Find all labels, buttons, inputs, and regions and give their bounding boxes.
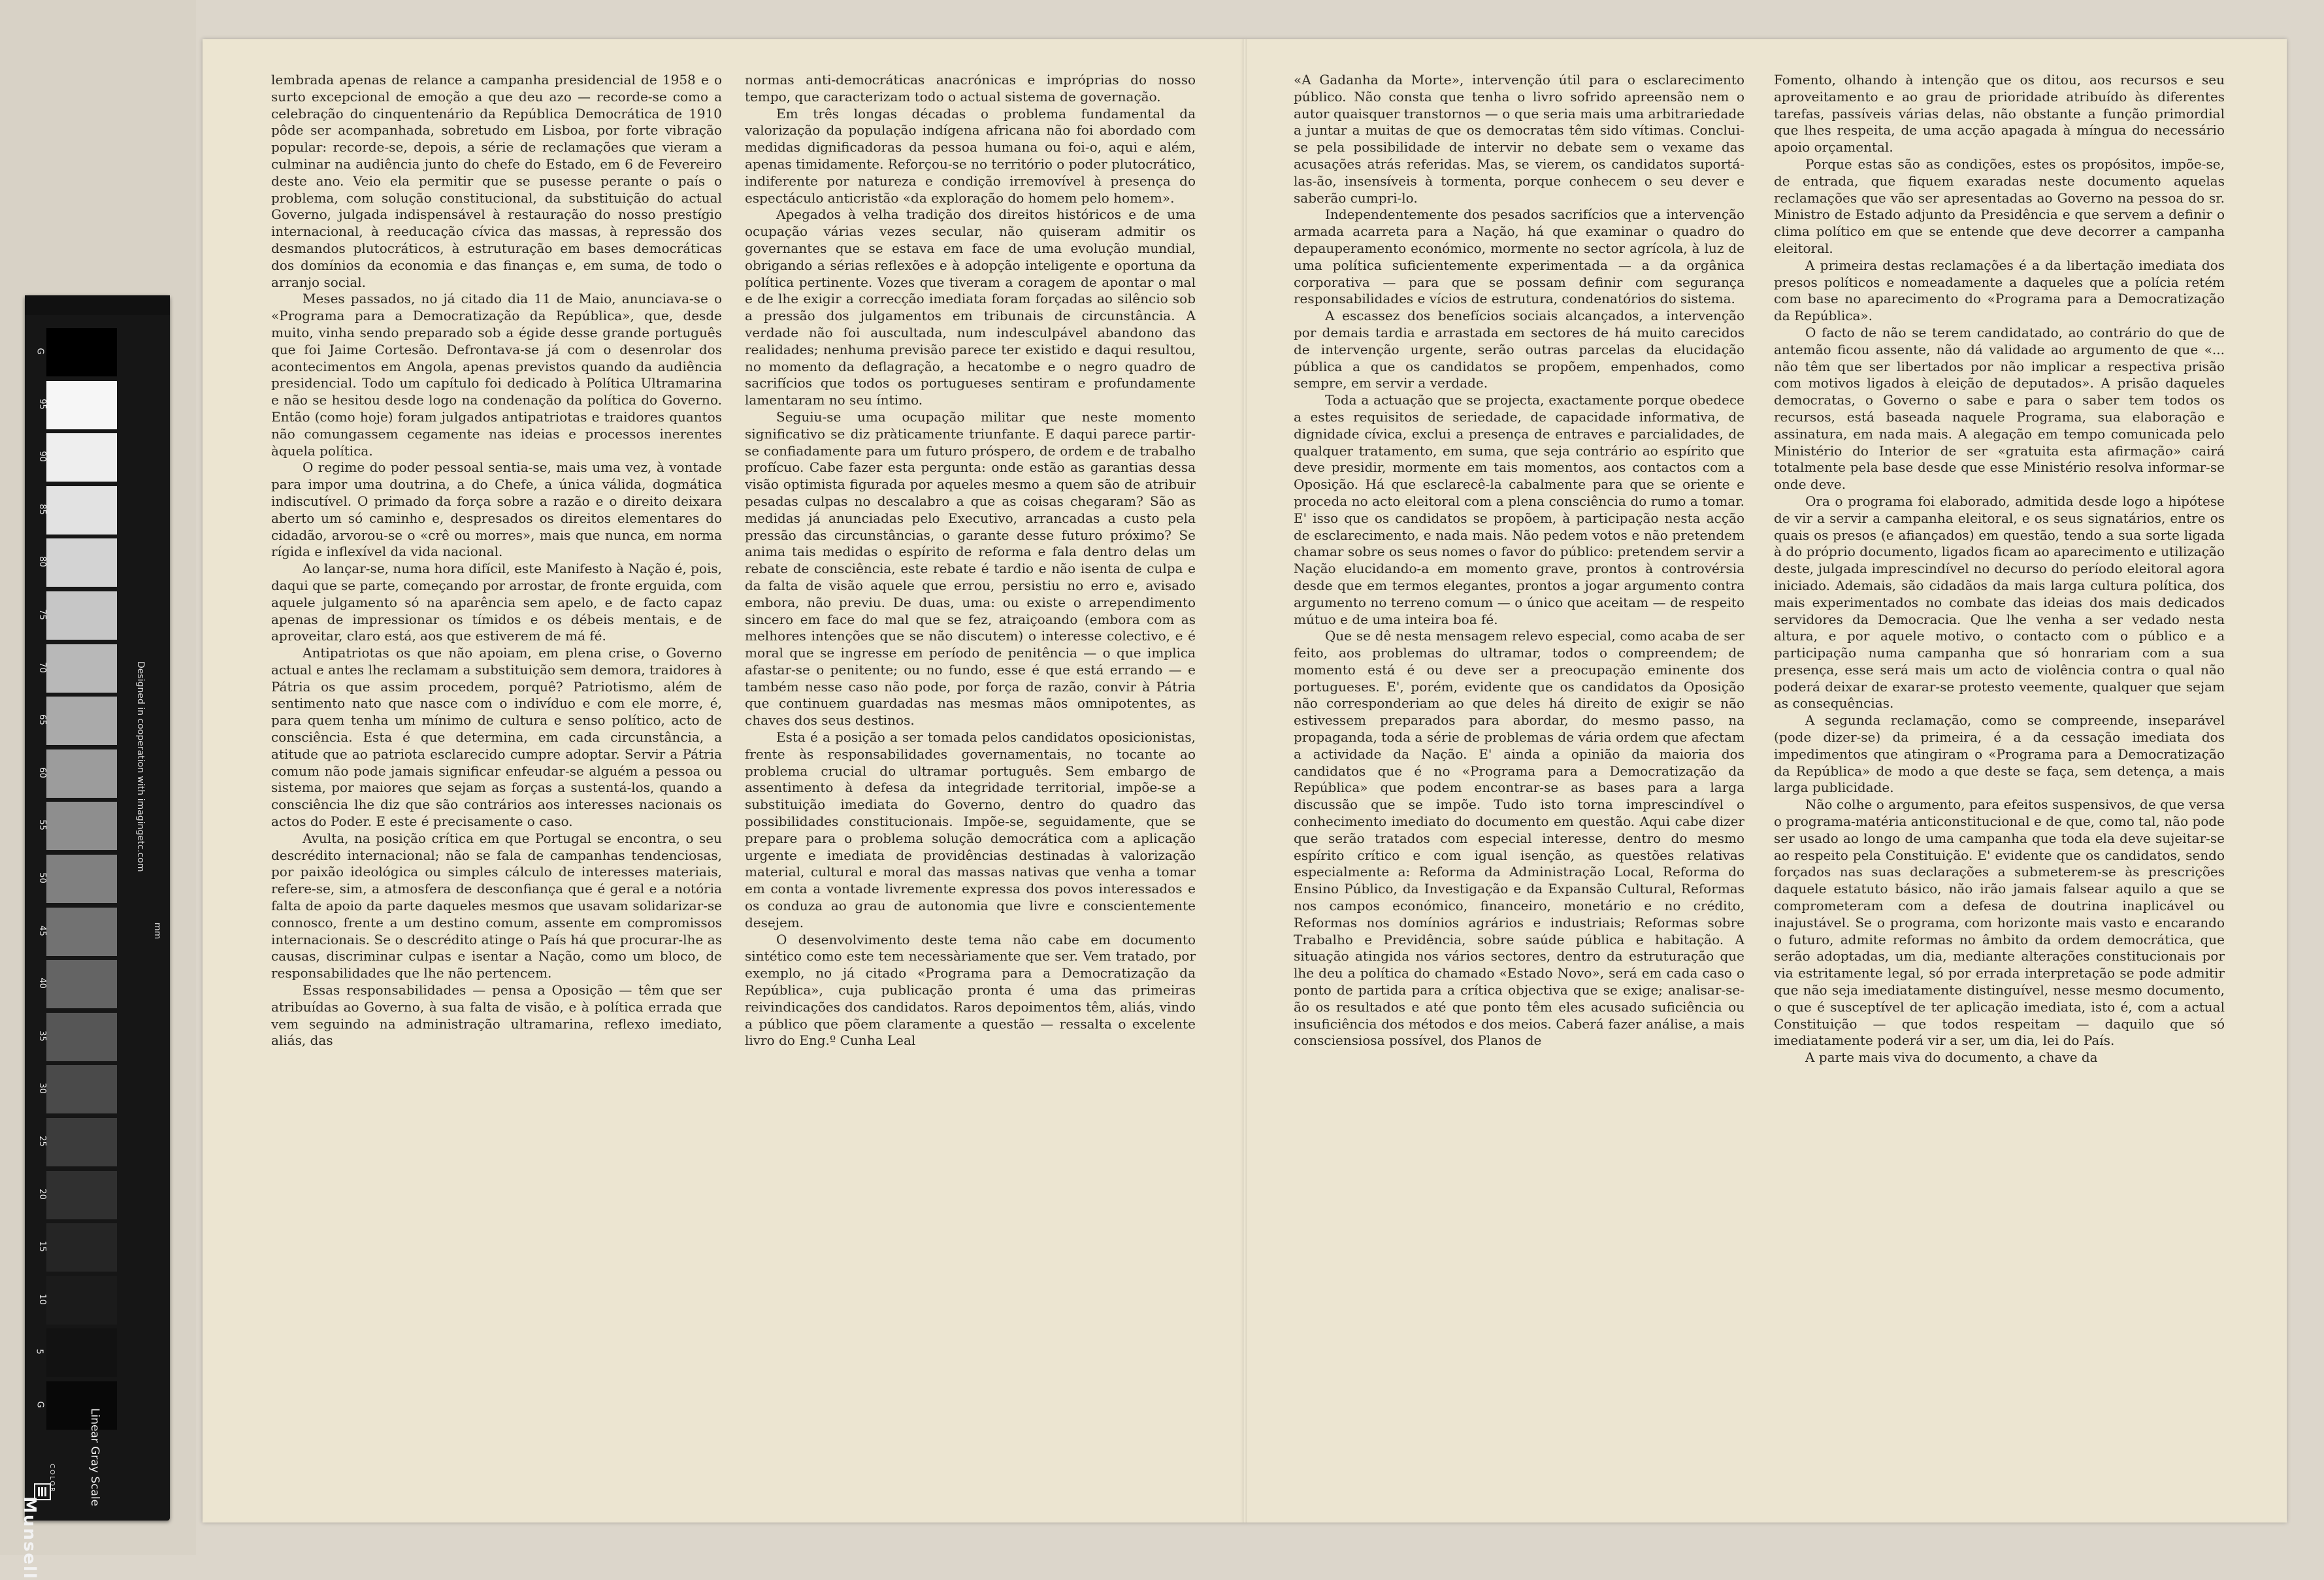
swatch-tick-label: 95	[37, 398, 47, 410]
swatch-tick-label: 20	[37, 1188, 47, 1200]
card-credit: Designed in cooperation with imagingetc.com	[135, 661, 146, 872]
text-column-1	[271, 72, 722, 1431]
paragraph: A primeira destas reclamações é a da libertação imediata dos presos políticos e nomeadamente a daqueles que a polícia retém com base no aparecimento do «Programa para a Democratização da República».	[1774, 257, 2225, 324]
swatch-tick-label: 55	[37, 819, 47, 831]
paragraph: O desenvolvimento deste tema não cabe em documento sintético como este tem necessàriamente que ser. Vem tratado, por exemplo, no já citado «Programa para a Democratização da República», cuja publicação pronta é uma das primeiras reivindicações dos candidatos. Raros depoimentos têm, aliás, vindo a público que põem claramente a questão — ressalta o excelente livro do Eng.º Cunha Leal	[745, 931, 1196, 1049]
paragraph: Meses passados, no já citado dia 11 de Maio, anunciava-se o «Programa para a Democratização da República», que, desde muito, vinha sendo preparado sob a égide desse grande português que foi Jaime Cortesão. Defrontava-se já com o desenrolar dos acontecimentos em Angola, apenas previstos quando da audiência presidencial. Todo um capítulo foi dedicado à Política Ultramarina e não se hesitou desde logo na condenação da política do Governo. Então (como hoje) foram julgados antipatriotas e traidores quantos não comungassem cegamente nas ideias e processos inerentes àquela política.	[271, 291, 722, 459]
gray-swatch	[46, 960, 117, 1008]
paragraph: Avulta, na posição crítica em que Portugal se encontra, o seu descrédito internacional; não se fala de campanhas tendenciosas, por paixão ideológica ou simples cálculo de interesses materiais, refere-se, sim, a atmosfera de desconfiança que é geral e a notória falta de apoio da parte daqueles mesmos que usavam solidarizar-se connosco, frente a um destino comum, assente em compromissos internacionais. Se o descrédito atinge o País há que procurar-lhe as causas, discriminar culpas e isentar a Nação, como um bloco, de responsabilidades que lhe não pertencem.	[271, 830, 722, 981]
gray-swatch	[46, 486, 117, 535]
swatch-tick-label: 60	[37, 767, 47, 778]
swatch-tick-label: 45	[37, 925, 47, 936]
gray-swatch	[46, 591, 117, 640]
paragraph: O facto de não se terem candidatado, ao contrário do que de antemão ficou assente, não dá validade ao argumento de que «... não têm que ser libertados por não implicar a respectiva prisão com motivos ligados à eleição de deputados». A prisão daqueles democratas, o Governo o sabe e para o saber tem todos os recursos, está baseada naquele Programa, sua elaboração e assinatura, em nada mais. A alegação em tempo comunicada pelo Ministério do Interior de ser «gratuita esta afirmação» cairá totalmente pela base desde que esse Ministério resolva informar-se onde deve.	[1774, 324, 2225, 493]
swatch-tick-label: 30	[37, 1083, 47, 1094]
gray-swatch	[46, 1328, 117, 1377]
paragraph: Antipatriotas os que não apoiam, em plena crise, o Governo actual e antes lhe reclamam a substituição sem demora, traidores à Pátria os que assim procedem, porquê? Patriotismo, além de sentimento nato que nasce com o indivíduo e com ele morre, é, para quem tenha um mínimo de cultura e senso político, acto de consciência. Esta é que determina, em cada circunstância, a atitude que ao patriota esclarecido cumpre adoptar. Servir a Pátria comum não pode jamais significar enfeudar-se alguém a pessoa ou sistema, por maiores que sejam as forças a sustentá-los, quando a consciência lhe diz que são contrários aos interesses nacionais os actos do Poder. E este é precisamente o caso.	[271, 645, 722, 830]
gray-swatch	[46, 1118, 117, 1166]
text-column-3	[1294, 72, 1744, 1431]
paragraph: Que se dê nesta mensagem relevo especial, como acaba de ser feito, aos problemas do ultramar, todos o compreendem; de momento está é ou deve ser a preocupação eminente dos portugueses. E', porém, evidente que os candidatos da Oposição não corresponderiam ao que deles há direito de exigir se não estivessem preparados para abordar, do mesmo passo, na propaganda, toda a série de problemas de vária ordem que afectam a actividade da Nação. E' ainda a opinião da maioria dos candidatos que é no «Programa para a Democratização da República» que podem encontrar-se as bases para a larga discussão que se impõe. Tudo isto torna imprescindível o conhecimento imediato do documento em questão. Aqui cabe dizer que serão tratados com especial interesse, dentro do mesmo espírito crítico e com igual isenção, as questões relativas especialmente a: Reforma da Administração Local, Reforma do Ensino Público, da Investigação e da Expansão Cultural, Reformas nos campos económico, financeiro, monetário e no crédito, Reformas nos domínios agrários e industriais; Reformas sobre Trabalho e Previdência, sobre saúde pública e habitação. A situação atingida nos vários sectores, dentro da estruturação que lhe deu a política do chamado «Estado Novo», será em cada caso o ponto de partida para a crítica objectiva que se exige; analisar-se-ão os resultados e até que ponto têm eles acusado suficiência ou insuficiência dos métodos e dos meios. Caberá fazer análise, a mais consciensiosa possível, dos Planos de	[1294, 628, 1744, 1049]
swatch-tick-label: 5	[34, 1349, 44, 1355]
card-edge	[25, 295, 170, 315]
swatch-tick-label: 40	[37, 978, 47, 989]
swatch-tick-label: 25	[37, 1136, 47, 1147]
card-unit: mm	[152, 922, 163, 940]
gray-swatch	[46, 1223, 117, 1272]
gray-swatch	[46, 1065, 117, 1113]
swatch-tick-label: 50	[37, 872, 47, 883]
paragraph: A escassez dos benefícios sociais alcançados, a intervenção por demais tardia e arrastada em sectores de há muito carecidos de intervenção urgente, serão outras parcelas da elucidação pública a que os candidatos se propõem, empenhados, como sempre, em servir a verdade.	[1294, 308, 1744, 391]
brand-sub: COLOR	[48, 1464, 56, 1493]
gray-swatch	[46, 855, 117, 903]
swatch-tick-label: 65	[37, 714, 47, 725]
swatch-tick-label: G	[35, 1401, 45, 1408]
swatch-tick-label: 85	[37, 504, 47, 515]
text-column-4	[1774, 72, 2225, 1431]
paragraph: normas anti-democráticas anacrónicas e impróprias do nosso tempo, que caracterizam todo o actual sistema de governação.	[745, 72, 1196, 105]
swatch-tick-label: 70	[37, 661, 47, 673]
paragraph: Não colhe o argumento, para efeitos suspensivos, de que versa o programa-matéria anticonstitucional e de que, como tal, não pode ser usado ao longo de uma campanha que toda ela deve sujeitar-se ao respeito pela Constituição. E' evidente que os candidatos, sendo forçados nas suas declarações a submeterem-se às prescrições daquele estatuto básico, não irão jamais falsear aquilo a que se comprometeram com a defesa de doutrina inaplicável ou inajustável. Se o programa, com horizonte mais vasto e encarando o futuro, admite reformas no âmbito da ordem democrática, que serão adoptadas, um dia, mediante alterações constitucionais por via estritamente legal, só por errada interpretação se pode admitir que não seja imediatamente distinguível, nesse mesmo documento, o que é susceptível de ter aplicação imediata, isto é, com a actual Constituição — que todos respeitam — daquilo que só imediatamente poderá vir a ser, um dia, lei do País.	[1774, 797, 2225, 1049]
swatch-tick-label: 15	[37, 1241, 47, 1252]
gray-swatch	[46, 328, 117, 376]
paragraph: Ora o programa foi elaborado, admitida desde logo a hipótese de vir a servir a campanha eleitoral, e os seus signatários, entre os quais os presos (e afiançados) em questão, tendo a sua sorte ligada à do próprio documento, ligados ficam ao aparecimento e utilização deste, julgada imprescindível no decurso do período eleitoral agora iniciado. Ademais, são cidadãos da mais larga cultura política, dos mais experimentados no combate das ideias dos mais dedicados servidores da Democracia. Que lhe venha a ser vedado nesta altura, e por aquele motivo, o contacto com o público e a participação numa campanha que só honrariam com a sua presença, esse será mais um acto de violência contra o qual não poderá deixar de exarar-se protesto veemente, qualquer que sejam as consequências.	[1774, 493, 2225, 712]
paragraph: Esta é a posição a ser tomada pelos candidatos oposicionistas, frente às responsabilidades governamentais, no tocante ao problema crucial do ultramar português. Sem embargo de assentimento à defesa da integridade territorial, impõe-se a substituição imediata do Governo, dentro do quadro das possibilidades constitucionais. Impõe-se, seguidamente, que se prepare para o problema solução democrática com a aplicação urgente e imediata de providências destinadas à valorização material, cultural e moral das massas nativas que venha a tomar em conta a vontade livremente expressa dos povos interessados e os conduza ao grau de autonomia que livre e conscientemente desejem.	[745, 729, 1196, 930]
paragraph: Independentemente dos pesados sacrifícios que a intervenção armada acarreta para a Nação, há que examinar o quadro do depauperamento económico, mormente no sector agrícola, à luz de uma política suficientemente experimentada — a da orgânica corporativa — para que se possam definir com segurança responsabilidades e vícios de estrutura, condenatórios do sistema.	[1294, 206, 1744, 307]
swatch-tick-label: G	[35, 348, 45, 355]
paragraph: Fomento, olhando à intenção que os ditou, aos recursos e seu aproveitamento e ao grau de prioridade atribuído às diferentes tarefas, passíveis várias delas, não obstante a função primordial que lhes respeita, de uma acção apagada à míngua do necessário apoio orçamental.	[1774, 72, 2225, 156]
swatch-tick-label: 80	[37, 556, 47, 568]
gray-swatch	[46, 749, 117, 798]
brand-name: Munsell	[20, 1496, 39, 1580]
gray-swatch	[46, 433, 117, 482]
scale-title: Linear Gray Scale	[88, 1408, 101, 1507]
paragraph: Essas responsabilidades — pensa a Oposição — têm que ser atribuídas ao Governo, à sua falta de visão, e à política errada que vem seguindo na administração ultramarina, reflexo imediato, aliás, das	[271, 982, 722, 1049]
swatch-tick-label: 75	[37, 609, 47, 620]
paragraph: «A Gadanha da Morte», intervenção útil para o esclarecimento público. Não consta que tenha o livro sofrido apreensão nem o autor quaisquer transtornos — o que seria mais uma arbitrariedade a juntar a muitas de que os democratas têm sido vítimas. Conclui-se pela possibilidade de intervir no debate sem o vexame das acusações atrás referidas. Mas, se vierem, os candidatos suportá-las-ão, insensíveis à tormenta, porque conhecem o seu dever e saberão cumpri-lo.	[1294, 72, 1744, 206]
text-column-2	[745, 72, 1196, 1431]
swatch-tick-label: 10	[37, 1294, 47, 1305]
swatch-tick-label: 35	[37, 1030, 47, 1042]
paragraph: lembrada apenas de relance a campanha presidencial de 1958 e o surto excepcional de emoção a que deu azo — recorde-se como a celebração do cinquentenário da República Democrática de 1910 pôde ser acompanhada, sobretudo em Lisboa, por forte vibração popular: recorde-se, depois, a série de reclamações que vieram a culminar na audiência junto do chefe do Estado, em 6 de Fevereiro deste ano. Veio ela permitir que se pusesse perante o país o problema, com solução constitucional, da substituição do actual Governo, julgada indispensável à restauração do nosso prestígio internacional, à reeducação cívica das massas, à repressão dos desmandos plutocráticos, à estruturação em bases democráticas dos domínios da economia e das finanças e, em suma, de todo o arranjo social.	[271, 72, 722, 290]
paragraph: Porque estas são as condições, estes os propósitos, impõe-se, de entrada, que fiquem exaradas neste documento aquelas reclamações que vão ser apresentadas ao Governo na pessoa do sr. Ministro de Estado adjunto da Presidência e que servem a definir o clima político em que se entende que deve decorrer a campanha eleitoral.	[1774, 156, 2225, 256]
gray-scale-card	[25, 295, 170, 1521]
paragraph: Toda a actuação que se projecta, exactamente porque obedece a estes requisitos de seriedade, de capacidade informativa, de dignidade cívica, exclui a presença de entraves e parcialidades, de qualquer tratamento, em suma, que seja contrário ao espírito que deve presidir, mormente em tais momentos, aos contactos com a Oposição. Há que esclarecê-la cabalmente para que se oriente e proceda no acto eleitoral com a plena consciência do rumo a tomar. E' isso que os candidatos se propõem, à participação nesta acção de esclarecimento, e nada mais. Não pedem votos e não pretendem chamar sobre os seus nomes o favor do público: pretendem servir a Nação elucidando-a em momento grave, prontos à controvérsia desde que em termos elegantes, prontos a jogar argumento contra argumento no terreno comum — o único que aceitam — de respeito mútuo e de uma inteira boa fé.	[1294, 392, 1744, 627]
paragraph: Apegados à velha tradição dos direitos históricos e de uma ocupação várias vezes secular, não quiseram admitir os governantes que se estava em face de uma evolução mundial, obrigando a sérias reflexões e à adopção inteligente e oportuna da política pertinente. Vozes que tiveram a coragem de apontar o mal e de lhe exigir a correcção imediata foram forçadas ao silêncio sob a pressão dos julgamentos em tribunais de circunstância. A verdade não foi auscultada, num indesculpável abandono das realidades; nenhuma previsão parece ter existido e daqui resultou, no momento da deflagração, a hecatombe e o negro quadro de sacrifícios que todos os portugueses sentiram e profundamente lamentaram no seu íntimo.	[745, 206, 1196, 408]
paragraph: A segunda reclamação, como se compreende, inseparável (pode dizer-se) da primeira, é a da cessação imediata dos impedimentos que atingiram o «Programa para a Democratização da República» de modo a que deste se faça, sem detença, a mais larga publicidade.	[1774, 712, 2225, 796]
gray-swatch	[46, 697, 117, 745]
paragraph: O regime do poder pessoal sentia-se, mais uma vez, à vontade para impor uma doutrina, a do Chefe, a única válida, dogmática indiscutível. O primado da força sobre a razão e o direito deixara aberto um só caminho e, despresados os direitos elementares do cidadão, arvorou-se o «crê ou morres», mais que nunca, em norma rígida e inflexível da vida nacional.	[271, 459, 722, 560]
gray-swatch	[46, 381, 117, 429]
gray-swatch	[46, 802, 117, 850]
paragraph: A parte mais viva do documento, a chave da	[1805, 1049, 2098, 1066]
swatch-tick-label: 90	[37, 451, 47, 462]
gray-swatch	[46, 538, 117, 587]
paragraph: Ao lançar-se, numa hora difícil, este Manifesto à Nação é, pois, daqui que se parte, começando por arrostar, de fronte erguida, com aquele julgamento só na aparência sem apelo, e de facto capaz apenas de impressionar os tímidos e os débeis mentais, e de aproveitar, claro está, aos que estiverem de má fé.	[271, 561, 722, 644]
gray-swatch	[46, 644, 117, 693]
paragraph: Em três longas décadas o problema fundamental da valorização da população indígena africana não foi abordado com medidas dignificadoras da pessoa humana ou foi-o, aqui e além, apenas timidamente. Reforçou-se no território o poder plutocrático, indiferente por natureza e condição irremovível à presença do espectáculo anticristão «da exploração do homem pelo homem».	[745, 105, 1196, 206]
gray-swatch	[46, 908, 117, 956]
gray-swatch	[46, 1013, 117, 1061]
page-fold	[1243, 39, 1247, 1522]
gray-swatch	[46, 1381, 117, 1430]
gray-swatch	[46, 1171, 117, 1219]
gray-swatch	[46, 1276, 117, 1325]
paragraph: Seguiu-se uma ocupação militar que neste momento significativo se diz pràticamente triunfante. E daqui parece partir-se confiadamente para um futuro próspero, de ordem e de trabalho profícuo. Cabe fazer esta pergunta: onde estão as garantias dessa visão optimista figurada por aqueles mesmo a quem são de atribuir pesadas culpas no descalabro a que as coisas chegaram? São as medidas já anunciadas pelo Executivo, arrancadas a custo pela pressão das circunstâncias, o garante desse futuro próximo? Se anima tais medidas o espírito de reforma e fala dentro delas um rebate de consciência, este rebate é tardio e não isenta de culpa e da falta de visão aquele que errou, persistiu no erro e, avisado embora, não previu. De duas, uma: ou existe o arrependimento sincero em face do mal que se fez, atraiçoando (embora com as melhores intenções que se não discutem) o interesse colectivo, e é moral que se ingresse em período de penitência — o que implica afastar-se o penitente; ou no fundo, esse é que está errando — e também nesse caso não pode, por força de razão, convir à Pátria que continuem guardadas nas mesmas mãos omnipotentes, as chaves dos seus destinos.	[745, 408, 1196, 729]
